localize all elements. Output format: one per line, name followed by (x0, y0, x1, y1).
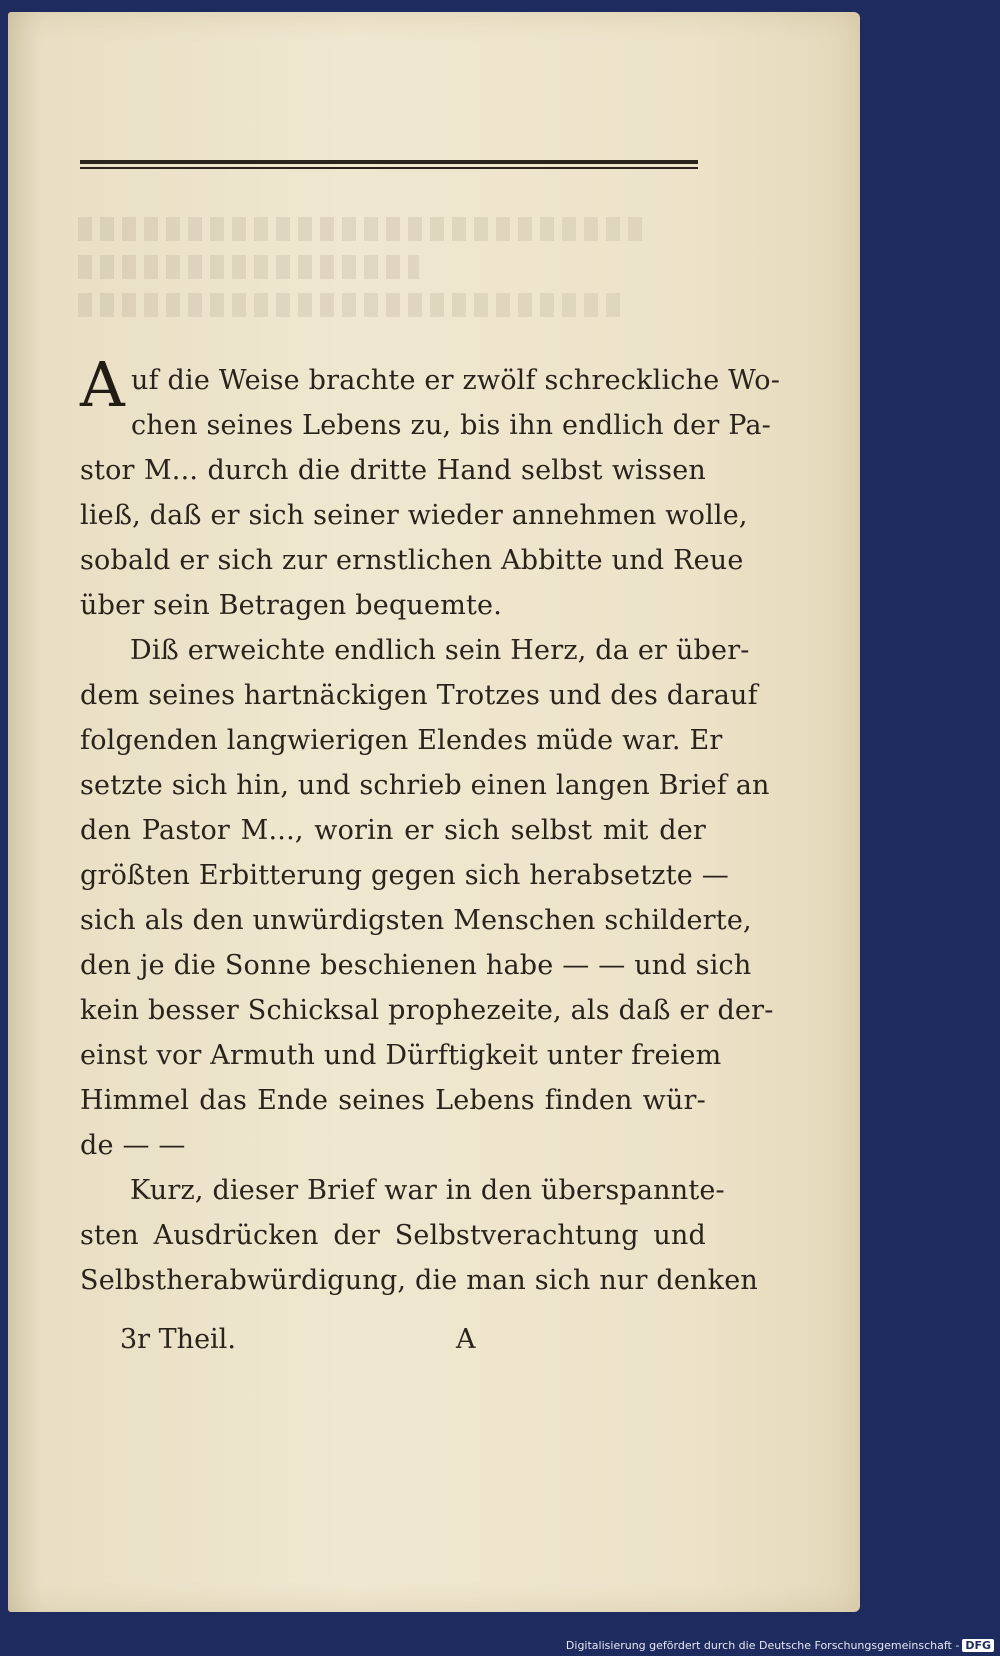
text-line: sich als den unwürdigsten Menschen schilderte, (80, 905, 752, 936)
text-line: sten Ausdrücken der Selbstverachtung und (80, 1220, 706, 1251)
text-line: folgenden langwierigen Elendes müde war. Er (80, 725, 723, 756)
text-line: den Pastor M..., worin er sich selbst mit der (80, 815, 706, 846)
bleed-through (78, 217, 698, 327)
text-line: Kurz, dieser Brief war in den überspannte- (130, 1175, 725, 1206)
header-rule-thick (80, 160, 698, 164)
text-line: setzte sich hin, und schrieb einen langen Brief an (80, 770, 770, 801)
text-line: Diß erweichte endlich sein Herz, da er über- (130, 635, 750, 666)
text-line: Himmel das Ende seines Lebens finden wür- (80, 1085, 706, 1116)
page-footer (120, 1324, 520, 1355)
text-line: größten Erbitterung gegen sich herabsetzte — (80, 860, 729, 891)
bleed-through-line (78, 217, 648, 241)
bleed-through-line (78, 293, 624, 317)
header-rule-thin (80, 167, 698, 169)
text-line: sobald er sich zur ernstlichen Abbitte und Reue (80, 545, 744, 576)
bleed-through-line (78, 255, 419, 279)
credit-text: Digitalisierung gefördert durch die Deutsche Forschungsgemeinschaft - (565, 1639, 960, 1652)
book-page (8, 12, 860, 1612)
signature-mark: A (456, 1324, 476, 1355)
text-line: stor M... durch die dritte Hand selbst wissen (80, 455, 706, 486)
text-line: chen seines Lebens zu, bis ihn endlich der Pa- (130, 410, 771, 441)
text-line: de — — (80, 1130, 186, 1161)
text-line: den je die Sonne beschienen habe — — und sich (80, 950, 752, 981)
dfg-logo-icon: DFG (962, 1639, 994, 1652)
digitization-credit (566, 1639, 994, 1652)
body-text (80, 348, 781, 1303)
text-line: Auf die Weise brachte er zwölf schreckliche Wo- (80, 348, 781, 421)
text-line: über sein Betragen bequemte. (80, 590, 503, 621)
header-rule (80, 160, 698, 169)
text-line: dem seines hartnäckigen Trotzes und des darauf (80, 680, 758, 711)
volume-note: 3r Theil. (120, 1324, 236, 1355)
text-line: Selbstherabwürdigung, die man sich nur denken (80, 1265, 758, 1296)
text-line: kein besser Schicksal prophezeite, als daß er der- (80, 995, 774, 1026)
text-line: ließ, daß er sich seiner wieder annehmen wolle, (80, 500, 748, 531)
text-line: einst vor Armuth und Dürftigkeit unter freiem (80, 1040, 722, 1071)
drop-cap: A (80, 348, 125, 421)
